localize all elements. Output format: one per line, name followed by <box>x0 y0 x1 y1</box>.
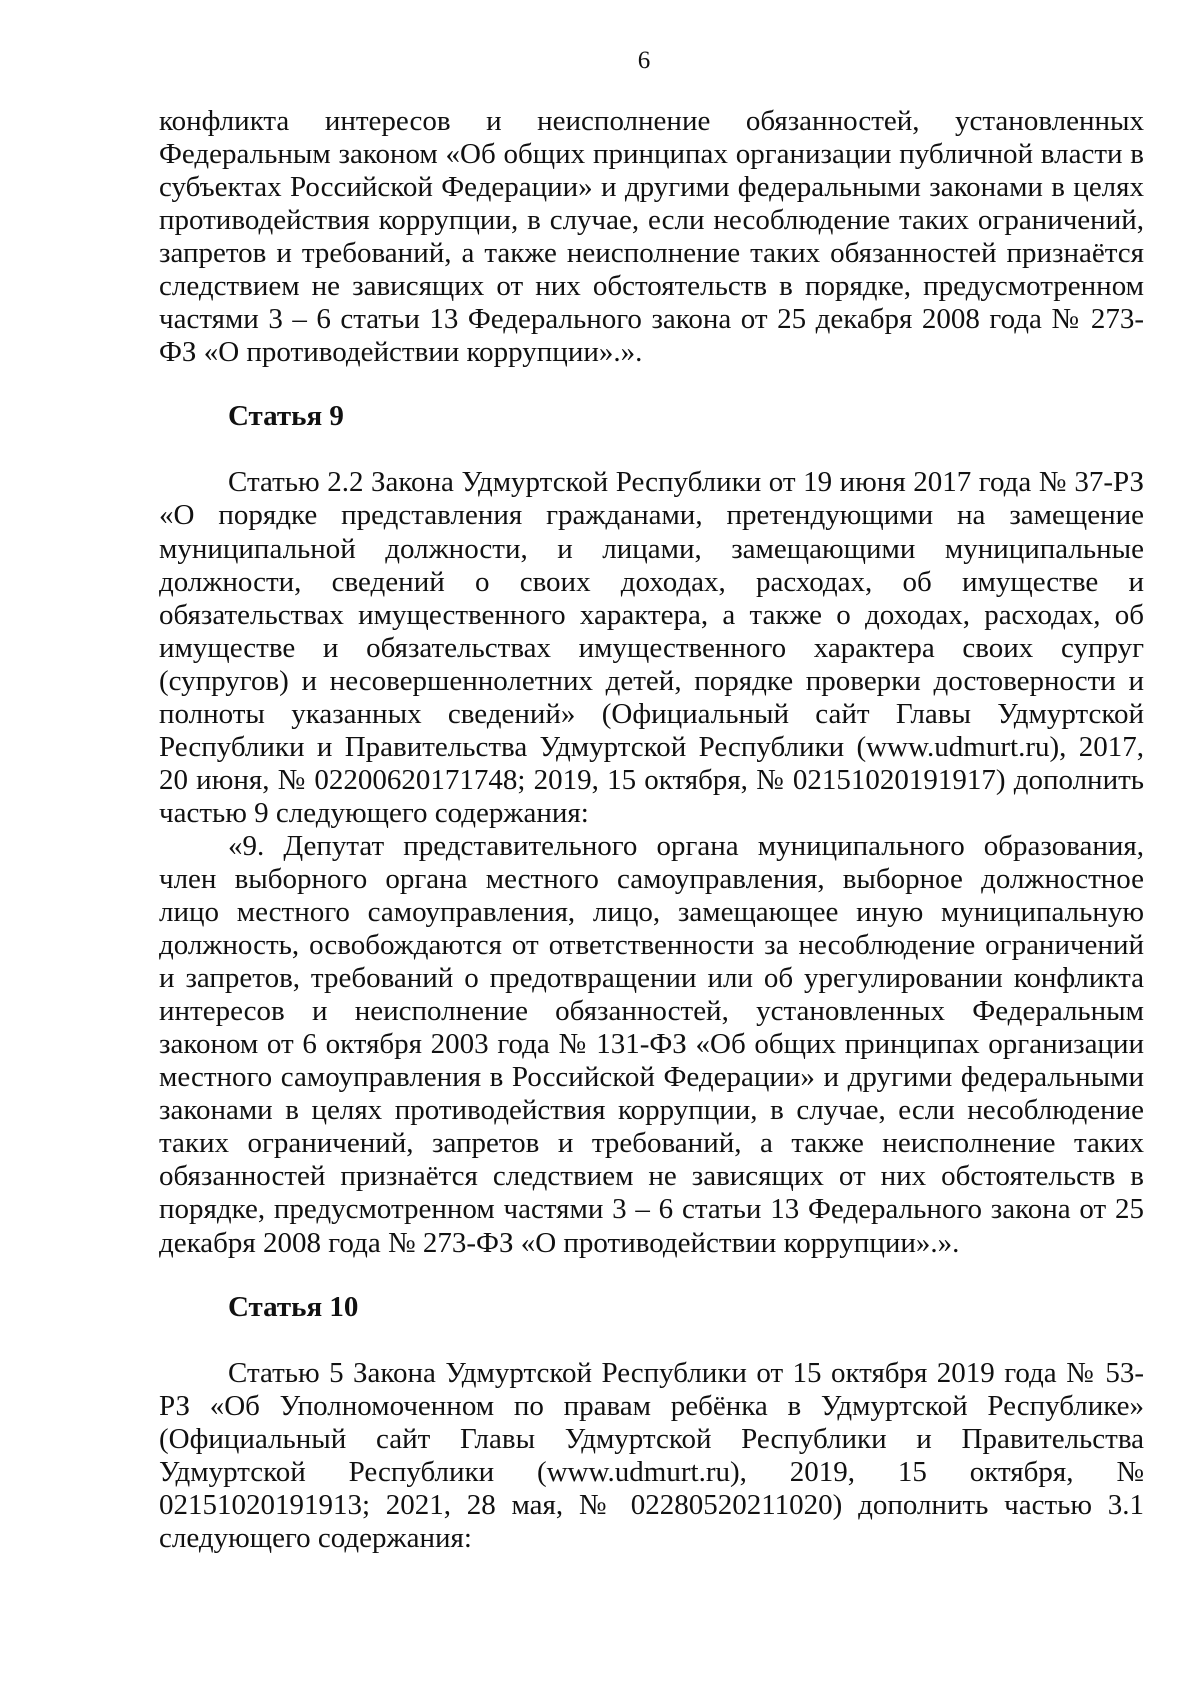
article-9-paragraph-1: Статью 2.2 Закона Удмуртской Республики от 19 июня 2017 года № 37-РЗ «О порядке представления гражданами, претендующими на замещение муниципальной должности, и лицами, замещающими муниципальные должности, сведений о своих доходах, расходах, об имуществе и обязательствах имущественного характера, а также о доходах, расходах, об имуществе и обязательствах имущественного характера своих супруг (супругов) и несовершеннолетних детей, порядке проверки достоверности и полноты указанных сведений» (Официальный сайт Главы Удмуртской Республики и Правительства Удмуртской Республики (www.udmurt.ru), 2017, 20 июня, № 02200620171748; 2019, 15 октября, № 02151020191917) дополнить частью 9 следующего содержания: <box>159 466 1144 829</box>
spacer <box>159 1324 1144 1357</box>
article-10-paragraph-1: Статью 5 Закона Удмуртской Республики от 15 октября 2019 года № 53-РЗ «Об Уполномоченном по правам ребёнка в Удмуртской Республике» (Официальный сайт Главы Удмуртской Республики и Правительства Удмуртской Республики (www.udmurt.ru), 2019, 15 октября, № 02151020191913; 2021, 28 мая, № 02280520211020) дополнить частью 3.1 следующего содержания: <box>159 1356 1144 1554</box>
spacer <box>159 369 1144 400</box>
document-body <box>159 105 1144 1555</box>
page-number: 6 <box>637 47 651 74</box>
article-9-heading: Статья 9 <box>228 400 344 433</box>
spacer <box>159 1260 1144 1291</box>
article-9-paragraph-2: «9. Депутат представительного органа муниципального образования, член выборного органа местного самоуправления, выборное должностное лицо местного самоуправления, лицо, замещающее иную муниципальную должность, освобождаются от ответственности за несоблюдение ограничений и запретов, требований о предотвращении или об урегулировании конфликта интересов и неисполнение обязанностей, установленных Федеральным законом от 6 октября 2003 года № 131-ФЗ «Об общих принципах организации местного самоуправления в Российской Федерации» и другими федеральными законами в целях противодействия коррупции, в случае, если несоблюдение таких ограничений, запретов и требований, а также неисполнение таких обязанностей признаётся следствием не зависящих от них обстоятельств в порядке, предусмотренном частями 3 – 6 статьи 13 Федерального закона от 25 декабря 2008 года № 273-ФЗ «О противодействии коррупции».». <box>159 829 1144 1259</box>
spacer <box>159 433 1144 466</box>
continuation-paragraph: конфликта интересов и неисполнение обязанностей, установленных Федеральным законом «Об общих принципах организации публичной власти в субъектах Российской Федерации» и другими федеральными законами в целях противодействия коррупции, в случае, если несоблюдение таких ограничений, запретов и требований, а также неисполнение таких обязанностей признаётся следствием не зависящих от них обстоятельств в порядке, предусмотренном частями 3 – 6 статьи 13 Федерального закона от 25 декабря 2008 года № 273-ФЗ «О противодействии коррупции».». <box>159 105 1144 369</box>
article-10-heading: Статья 10 <box>228 1290 359 1323</box>
